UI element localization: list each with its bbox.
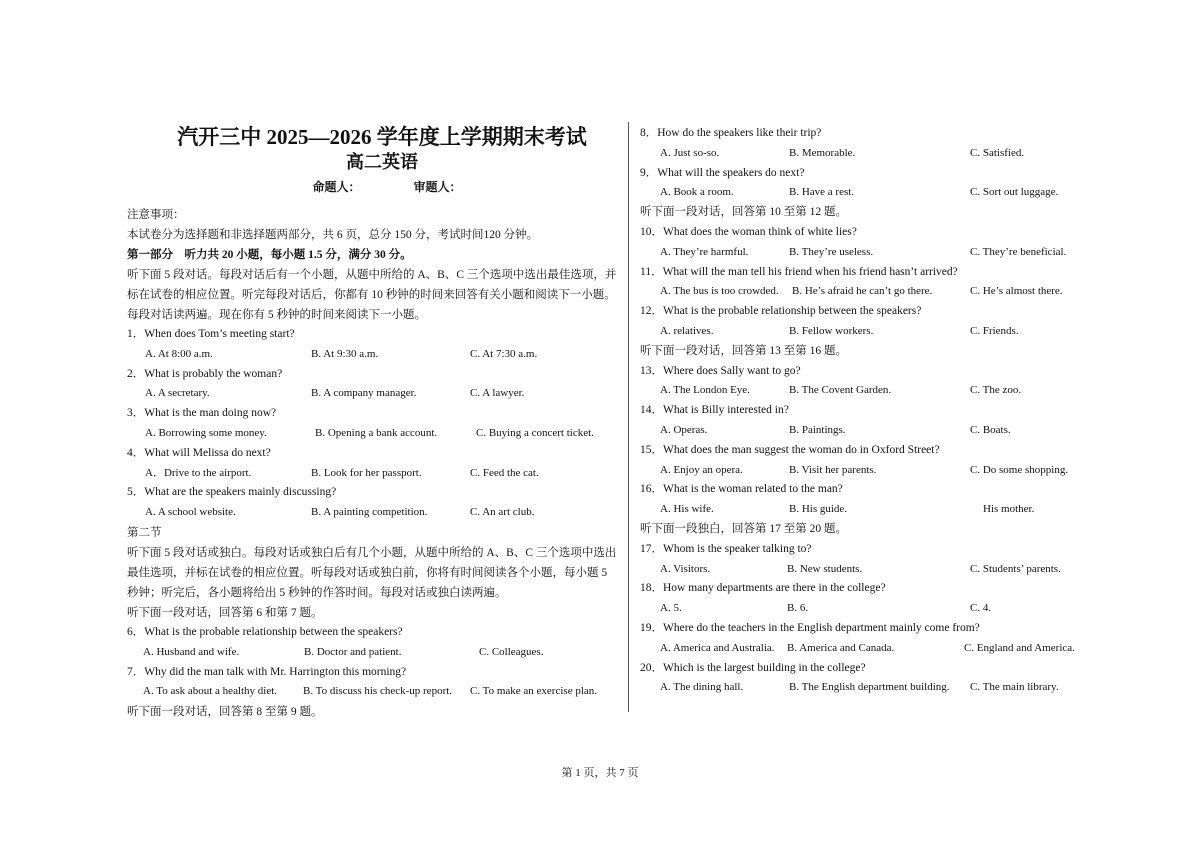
option-b: B. At 9:30 a.m.	[311, 347, 379, 360]
question-options	[640, 639, 1090, 659]
option-c: C. They’re beneficial.	[970, 245, 1067, 258]
question-stem: 15．What does the man suggest the woman do in Oxford Street?	[640, 443, 940, 456]
question-stem: 11．What will the man tell his friend when his friend hasn’t arrived?	[640, 265, 958, 278]
exam-subject: 高二英语	[346, 152, 418, 172]
option-b: B. They’re useless.	[789, 245, 874, 258]
question-stem: 10．What does the woman think of white lies?	[640, 225, 857, 238]
option-b: B. The English department building.	[789, 681, 950, 694]
question-item	[640, 302, 1090, 342]
column-divider	[628, 122, 629, 712]
option-a: A. A secretary.	[145, 387, 210, 400]
right-column	[640, 124, 1090, 698]
notes-heading: 注意事项：	[127, 209, 185, 221]
question-options	[640, 421, 1090, 441]
option-b: B. Have a rest.	[789, 186, 855, 199]
question-stem: 12．What is the probable relationship between the speakers?	[640, 305, 922, 318]
option-b: B. Doctor and patient.	[304, 645, 402, 658]
question-stem: 7．Why did the man talk with Mr. Harrington this morning?	[127, 665, 407, 678]
group-instruction: 听下面一段独白，回答第 17 至第 20 题。	[640, 522, 847, 535]
option-b: B. New students.	[787, 562, 863, 575]
question-item	[640, 480, 1090, 520]
setter-label: 命题人：	[312, 180, 361, 194]
question-stem: 9．What will the speakers do next?	[640, 166, 805, 179]
question-item	[127, 623, 617, 663]
option-a: A. Visitors.	[660, 562, 711, 575]
question-item	[640, 401, 1090, 441]
option-c: C. A lawyer.	[470, 387, 525, 400]
question-options	[640, 560, 1090, 580]
group-instruction: 听下面一段对话，回答第 13 至第 16 题。	[640, 344, 847, 357]
question-stem: 17．Whom is the speaker talking to?	[640, 542, 812, 555]
option-a: A. The bus is too crowded.	[660, 285, 779, 298]
question-stem: 3．What is the man doing now?	[127, 407, 277, 420]
question-options	[640, 381, 1090, 401]
option-c: C. An art club.	[470, 506, 535, 519]
option-b: B. Fellow workers.	[789, 324, 874, 337]
option-b: B. He’s afraid he can’t go there.	[792, 285, 933, 298]
question-stem: 1．When does Tom’s meeting start?	[127, 328, 295, 340]
option-c: His mother.	[983, 503, 1035, 516]
question-item	[640, 124, 1090, 164]
question-item	[640, 263, 1090, 303]
question-item	[127, 444, 617, 484]
option-c: C. To make an exercise plan.	[470, 685, 598, 698]
option-a: A. Borrowing some money.	[145, 426, 267, 439]
question-stem: 19．Where do the teachers in the English department mainly come from?	[640, 621, 980, 634]
setters-line	[157, 178, 617, 195]
option-c: C. Buying a concert ticket.	[476, 426, 594, 439]
option-b: B. Look for her passport.	[311, 466, 422, 479]
question-item	[640, 164, 1090, 204]
option-b: B. Memorable.	[789, 146, 856, 159]
question-stem: 14．What is Billy interested in?	[640, 404, 789, 417]
question-stem: 6．What is the probable relationship between the speakers?	[127, 625, 403, 638]
option-c: C. At 7:30 a.m.	[470, 347, 538, 360]
question-item	[127, 325, 617, 365]
option-a: A. America and Australia.	[660, 641, 775, 654]
question-options	[640, 144, 1090, 164]
option-c: C. Friends.	[970, 324, 1019, 337]
option-a: A. A school website.	[145, 506, 236, 519]
question-item	[640, 659, 1090, 699]
option-a: A. They’re harmful.	[660, 245, 749, 258]
question-options	[640, 183, 1090, 203]
question-item	[640, 362, 1090, 402]
question-item	[127, 663, 617, 703]
question-item	[127, 365, 617, 405]
question-options	[127, 503, 617, 523]
option-a: A. Book a room.	[660, 186, 734, 199]
option-a: A. 5.	[660, 602, 682, 615]
option-c: C. Feed the cat.	[470, 466, 539, 479]
option-c: C. The main library.	[970, 681, 1059, 694]
question-item	[640, 619, 1090, 659]
question-options	[127, 384, 617, 404]
question-options	[640, 461, 1090, 481]
question-item	[640, 223, 1090, 263]
option-c: C. 4.	[970, 602, 992, 615]
option-a: A. Husband and wife.	[143, 645, 240, 658]
option-b: B. 6.	[787, 602, 809, 615]
question-list-a	[127, 325, 617, 523]
question-options	[127, 424, 617, 444]
question-item	[640, 579, 1090, 619]
left-column	[127, 124, 617, 722]
group-instruction: 听下面一段对话，回答第 10 至第 12 题。	[640, 206, 847, 219]
option-a: A. To ask about a healthy diet.	[143, 685, 278, 698]
question-options	[127, 682, 617, 702]
option-b: B. Visit her parents.	[789, 463, 877, 476]
question-item	[640, 540, 1090, 580]
option-c: C. Colleagues.	[479, 645, 544, 658]
option-c: C. The zoo.	[970, 384, 1022, 397]
option-a: A．Drive to the airport.	[145, 466, 252, 479]
option-b: B. His guide.	[789, 503, 848, 516]
option-c: C. Do some shopping.	[970, 463, 1069, 476]
option-c: C. Sort out luggage.	[970, 186, 1059, 199]
question-options	[640, 282, 1090, 302]
exam-title: 汽开三中 2025—2026 学年度上学期期末考试	[177, 125, 587, 149]
question-options	[127, 464, 617, 484]
part1-instructions: 听下面 5 段对话。每段对话后有一个小题，从题中所给的 A、B、C 三个选项中选出最佳选项，并标在试卷的相应位置。听完每段对话后，你都有 10 秒钟的时间来回答有关小题和阅读下一小题。每段对话读两遍。现在你有 5 秒钟的时间来阅读下一小题。	[127, 269, 617, 321]
question-options	[640, 243, 1090, 263]
option-b: B. Opening a bank account.	[315, 426, 438, 439]
option-c: C. England and America.	[964, 641, 1075, 654]
group-instruction: 听下面一段对话，回答第 8 至第 9 题。	[127, 706, 323, 719]
option-c: C. Boats.	[970, 423, 1011, 436]
section2-instructions: 听下面 5 段对话或独白。每段对话或独白后有几个小题，从题中所给的 A、B、C 三个选项中选出最佳选项，并标在试卷的相应位置。听每段对话或独白前，你将有时间阅读各个小题，每小题 5 秒钟；听完后，各小题将给出 5 秒钟的作答时间。每段对话或独白读两遍。	[127, 546, 617, 599]
option-b: B. A company manager.	[311, 387, 417, 400]
question-options	[640, 599, 1090, 619]
option-a: A. Just so-so.	[660, 146, 720, 159]
option-b: B. A painting competition.	[311, 506, 428, 519]
option-b: B. To discuss his check-up report.	[303, 685, 453, 698]
question-item	[640, 441, 1090, 481]
option-b: B. Paintings.	[789, 423, 846, 436]
option-a: A. Enjoy an opera.	[660, 463, 743, 476]
option-b: B. America and Canada.	[787, 641, 895, 654]
question-options	[127, 345, 617, 365]
question-list-b	[127, 623, 617, 702]
option-a: A. The dining hall.	[660, 681, 744, 694]
page-footer: 第 1 页，共 7 页	[561, 767, 639, 779]
question-stem: 13．Where does Sally want to go?	[640, 364, 801, 377]
question-options	[127, 643, 617, 663]
group-instruction: 听下面一段对话，回答第 6 和第 7 题。	[127, 606, 323, 619]
option-c: C. He’s almost there.	[970, 285, 1063, 298]
question-stem: 4．What will Melissa do next?	[127, 446, 271, 459]
section2-heading: 第二节	[127, 526, 162, 539]
option-b: B. The Covent Garden.	[789, 384, 892, 397]
notes-text: 本试卷分为选择题和非选择题两部分，共 6 页，总分 150 分，考试时间120 分钟。	[127, 229, 539, 241]
question-stem: 16．What is the woman related to the man?	[640, 483, 843, 496]
option-c: C. Students’ parents.	[970, 562, 1061, 575]
question-options	[640, 678, 1090, 698]
question-stem: 8．How do the speakers like their trip?	[640, 127, 822, 139]
question-stem: 2．What is probably the woman?	[127, 367, 283, 380]
question-options	[640, 500, 1090, 520]
question-item	[127, 404, 617, 444]
question-stem: 20．Which is the largest building in the college?	[640, 661, 866, 674]
reviewer-label: 审题人：	[413, 180, 462, 194]
question-options	[640, 322, 1090, 342]
option-a: A. Operas.	[660, 423, 708, 436]
question-stem: 18．How many departments are there in the college?	[640, 582, 886, 595]
part1-heading: 第一部分 听力共 20 小题，每小题 1.5 分，满分 30 分。	[127, 249, 412, 261]
option-c: C. Satisfied.	[970, 146, 1025, 159]
option-a: A. relatives.	[660, 324, 714, 337]
option-a: A. At 8:00 a.m.	[145, 347, 213, 360]
question-stem: 5．What are the speakers mainly discussing?	[127, 486, 337, 499]
option-a: A. The London Eye.	[660, 384, 750, 397]
question-item	[127, 483, 617, 523]
option-a: A. His wife.	[660, 503, 714, 516]
